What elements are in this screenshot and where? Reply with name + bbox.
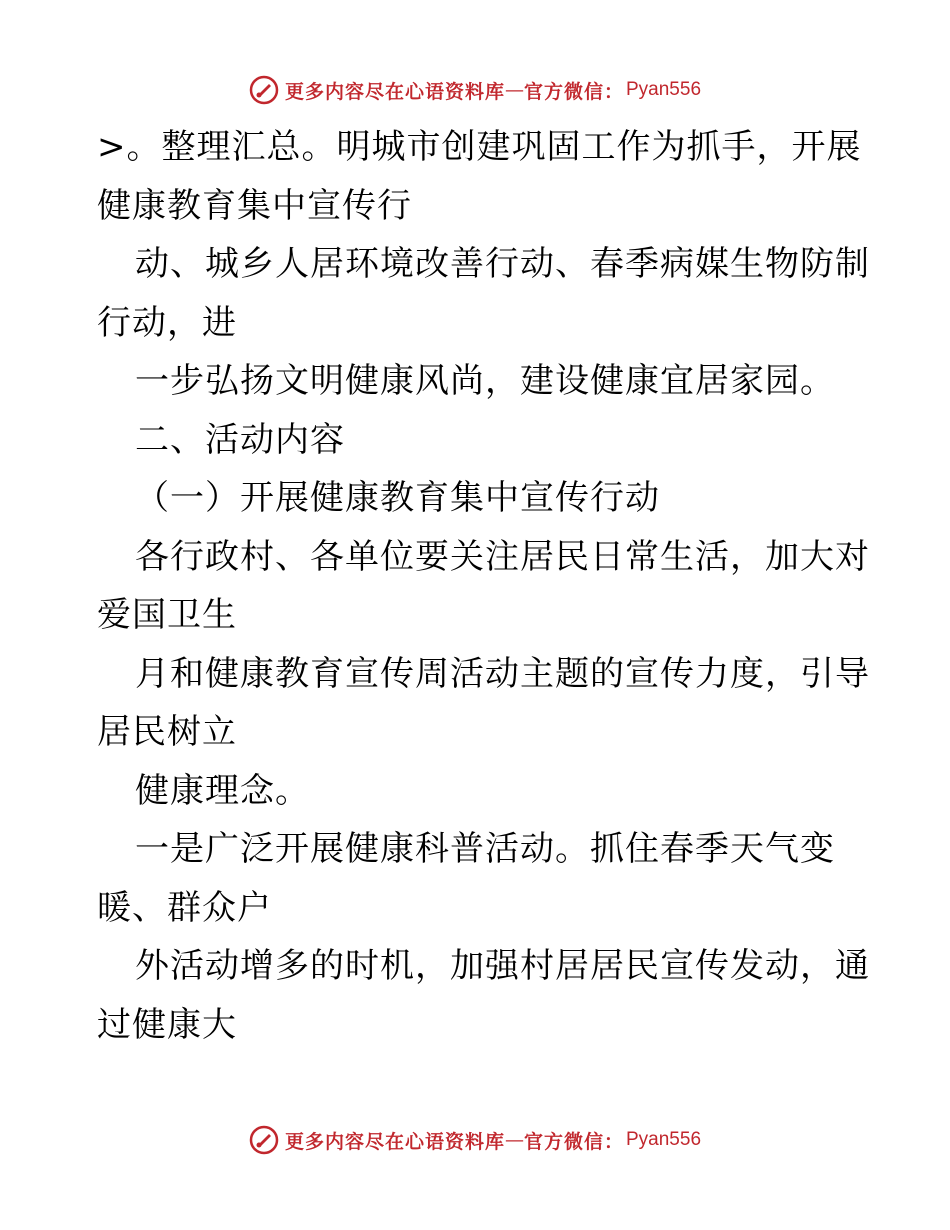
watermark-label: 官方微信： — [523, 80, 624, 103]
text-line: 动、城乡人居环境改善行动、春季病媒生物防制 — [135, 244, 870, 284]
text-line: 一步弘扬文明健康风尚，建设健康宜居家园。 — [135, 361, 835, 401]
watermark-title: 更多内容尽在心语资料库 — [284, 1130, 505, 1153]
text-line: 爱国卫生 — [97, 595, 237, 635]
watermark-title: 更多内容尽在心语资料库 — [284, 80, 505, 103]
watermark-wechat-id: Pyan556 — [626, 79, 702, 100]
watermark-separator: — — [504, 79, 524, 101]
text-line: 行动，进 — [97, 302, 237, 343]
watermark-wechat-id: Pyan556 — [626, 1129, 702, 1150]
watermark-separator: — — [504, 1129, 524, 1151]
text-line: 暖、群众户 — [97, 887, 272, 928]
text-line: （一）开展健康教育集中宣传行动 — [135, 478, 660, 518]
text-line: 各行政村、各单位要关注居民日常生活，加大对 — [135, 536, 870, 577]
text-line: 健康理念。 — [135, 770, 310, 811]
text-line: 外活动增多的时机，加强村居居民宣传发动，通 — [135, 946, 870, 986]
text-line: 二、活动内容 — [135, 419, 345, 460]
logo-icon — [249, 1125, 279, 1155]
header-watermark — [0, 70, 950, 110]
text-line: >。整理汇总。明城市创建巩固工作为抓手，开展 — [97, 127, 862, 167]
text-line: 居民树立 — [97, 712, 237, 752]
text-line: 一是广泛开展健康科普活动。抓住春季天气变 — [135, 829, 835, 869]
logo-icon — [249, 75, 279, 105]
footer-watermark — [0, 1120, 950, 1160]
text-line: 月和健康教育宣传周活动主题的宣传力度，引导 — [135, 653, 870, 694]
document-body — [97, 118, 870, 1054]
text-line: 过健康大 — [97, 1004, 237, 1045]
text-line: 健康教育集中宣传行 — [97, 185, 412, 226]
watermark-label: 官方微信： — [523, 1130, 624, 1153]
